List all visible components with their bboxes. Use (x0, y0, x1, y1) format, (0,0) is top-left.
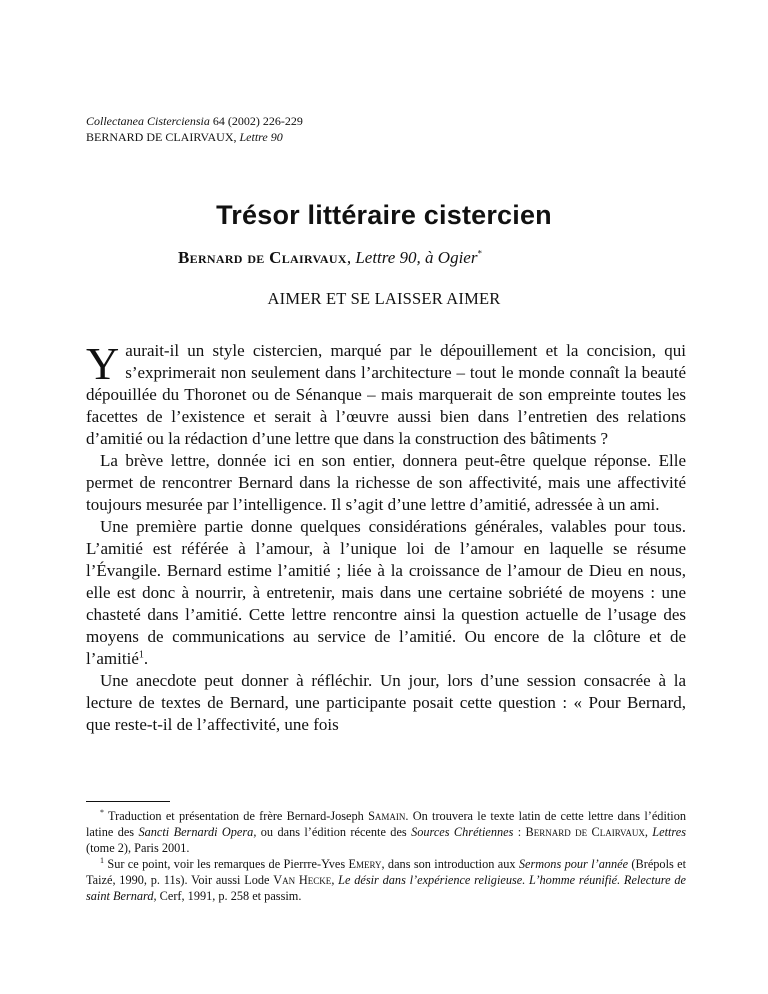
paragraph-3-text: Une première partie donne quelques considérations générales, valables pour tous. L’amitié est référée à l’amour, à l’unique loi de l’amour en laquelle se résume l’Évangile. Bernard estime l’amitié ; liée à la croissance de l’amour de Dieu en nous, elle est donc à nourrir, à entretenir, mais dans une certaine sobriété de moyens : une chasteté dans l’amitié. Cette lettre rencontre ainsi la question actuelle de l’usage des moyens de communications au service de l’amitié. Ou encore de la clôture et de l’amitié (86, 517, 686, 668)
footnote-1-text-b: , dans son introduction aux (381, 857, 519, 871)
footnote-divider (86, 801, 170, 802)
footnote-star (86, 808, 686, 856)
footnotes (86, 808, 686, 904)
byline (178, 248, 482, 268)
paragraph-1-text: aurait-il un style cistercien, marqué par le dépouillement et la concision, qui s’exprimerait non seulement dans l’architecture – tout le monde connaît la beauté dépouillée du Thoronet ou de Sénanque – mais marquerait de son empreinte toutes les facettes de l’existence et serait à l’œuvre aussi bien dans l’entretien des relations d’amitié ou la rédaction d’une lettre que dans la construction des bâtiments ? (86, 341, 686, 448)
footnote-star-text-e: , (644, 825, 653, 839)
author-citation (86, 129, 303, 145)
paragraph-4: Une anecdote peut donner à réfléchir. Un jour, lors d’une session consacrée à la lecture de textes de Bernard, une participante posait cette question : « Pour Bernard, que reste-t-il de l’affectivité, une fois (86, 671, 686, 734)
footnote-1-text-e: Cerf, 1991, p. 258 et passim. (156, 889, 302, 903)
byline-separator: , (346, 248, 356, 267)
paragraph-3-end: . (143, 649, 149, 668)
drop-cap: Y (86, 338, 120, 389)
byline-footnote-mark: * (477, 248, 482, 259)
book-title: Le désir dans l’expérience religieuse. L’homme réunifié. Relecture de saint Bernard, (86, 873, 686, 903)
footnote-ref-1[interactable]: 1 (138, 649, 144, 661)
sermons-title: Sermons pour l’année (518, 857, 629, 871)
byline-author: Bernard de Clairvaux (178, 248, 347, 267)
footnote-1 (86, 856, 686, 904)
journal-ref: 64 (2002) 226-229 (209, 114, 303, 128)
footnote-author-name: Bernard de Clairvaux (525, 825, 645, 839)
emery-name: Emery (348, 857, 382, 871)
journal-name: Collectanea Cisterciensia (86, 114, 210, 128)
footnote-star-text-b: . On trouvera le texte latin de cette lettre dans l’édition latine des (86, 809, 686, 839)
article-body (86, 340, 686, 736)
footnote-star-text-d: : (513, 825, 526, 839)
footnote-star-mark: * (100, 807, 104, 817)
running-header (86, 113, 303, 145)
footnote-star-text-f: (tome 2), Paris 2001. (86, 841, 190, 855)
letter-ref: Lettre 90 (239, 130, 283, 144)
footnote-1-text-d: , (331, 873, 339, 887)
footnote-1-text-a: Sur ce point, voir les remarques de Pierrre-Yves (104, 857, 349, 871)
footnote-star-text-a: Traduction et présentation de frère Bernard-Joseph (104, 809, 369, 823)
paragraph-2: La brève lettre, donnée ici en son entier, donnera peut-être quelque réponse. Elle permet de rencontrer Bernard dans la richesse de son affectivité, mais une affectivité toujours mesurée par l’intelligence. Il s’agit d’une lettre d’amitié, adressée à un ami. (86, 451, 686, 514)
footnote-1-text-c: (Brépols et Taizé, 1990, p. 11s). Voir aussi Lode (86, 857, 687, 887)
journal-citation (86, 113, 303, 129)
footnote-1-mark: 1 (100, 855, 104, 865)
lettres-title: Lettres (652, 825, 686, 839)
sources-chretiennes-title: Sources Chrétiennes (411, 825, 514, 839)
author-name: BERNARD DE CLAIRVAUX, (86, 130, 240, 144)
byline-work: Lettre 90, à Ogier (355, 248, 478, 267)
paragraph-3 (86, 516, 686, 670)
footnote-star-text-c: ou dans l’édition récente des (256, 825, 412, 839)
opera-title: Sancti Bernardi Opera, (138, 825, 257, 839)
page-title: Trésor littéraire cistercien (216, 200, 552, 230)
translator-name: Samain (368, 809, 406, 823)
paragraph-1 (86, 340, 686, 450)
section-subtitle: AIMER ET SE LAISSER AIMER (267, 289, 501, 308)
van-hecke-name: Van Hecke (273, 873, 332, 887)
